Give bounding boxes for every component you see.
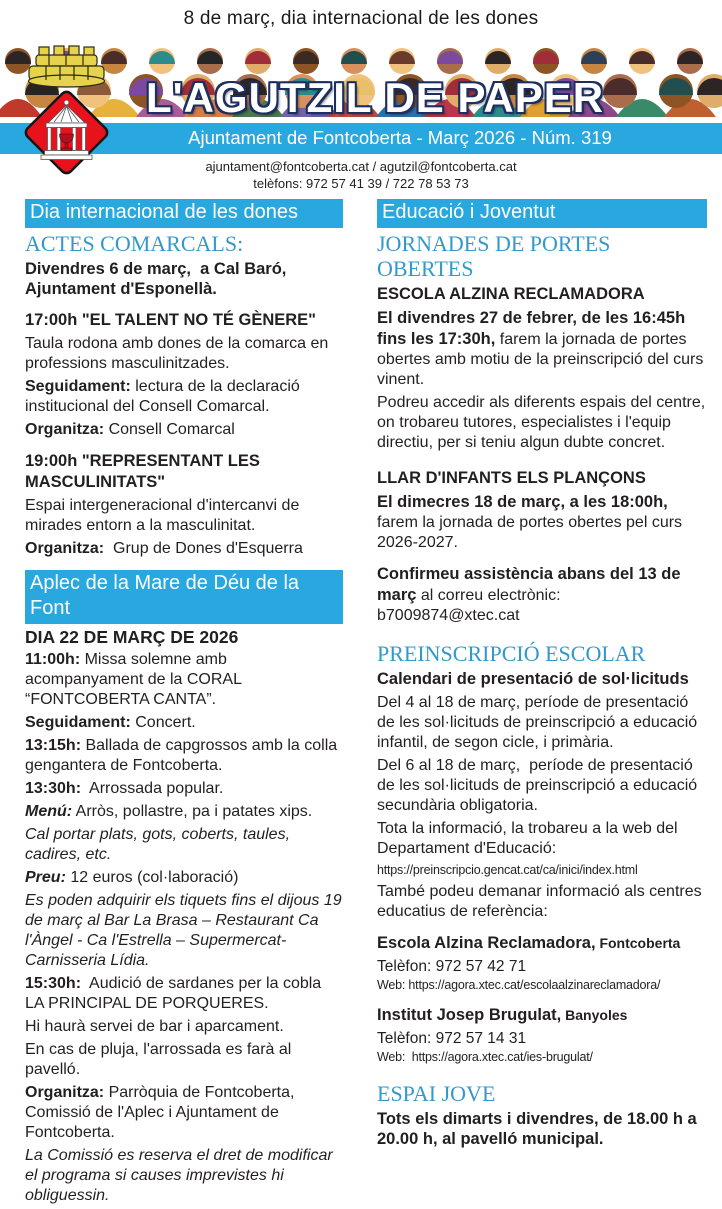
aplec-item: Es poden adquirir els tiquets fins el dijous 19 de març al Bar La Brasa – Restaurant Ca l'Àngel - Ca l'Estrella – Supermercat-Carnisseria Lídia. <box>25 892 347 969</box>
escola-contact-name: Escola Alzina Reclamadora, Fontcoberta <box>377 934 681 952</box>
event1-seguidament: Seguidament: lectura de la declaració institucional del Consell Comarcal. <box>25 378 305 415</box>
preinscripcio-p3: Tota la informació, la trobareu a la web del Departament d'Educació: <box>377 820 683 857</box>
portes-p2: Podreu accedir als diferents espais del centre, on trobareu tutores, especialistes i l'equip directiu, per si teniu algun dubte concret. <box>377 394 710 451</box>
section-bar-educacio: Educació i Joventut <box>377 199 707 228</box>
aplec-item: 13:15h: Ballada de capgrossos amb la colla gengantera de Fontcoberta. <box>25 737 342 774</box>
portes-p4: Confirmeu assistència abans del 13 de març al correu electrònic: b7009874@xtec.cat <box>377 565 686 624</box>
fontcoberta-crest-logo <box>16 44 118 183</box>
institut-contact-name: Institut Josep Brugulat, Banyoles <box>377 1006 628 1024</box>
aplec-item: En cas de pluja, l'arrossada es farà al pavelló. <box>25 1041 296 1078</box>
crest-diamond <box>23 89 109 175</box>
aplec-item: Organitza: Parròquia de Fontcoberta, Comissió de l'Aplec i Ajuntament de Fontcoberta. <box>25 1084 304 1141</box>
right-column <box>377 199 710 1209</box>
event1-organitza: Organitza: Consell Comarcal <box>25 421 235 438</box>
preinscripcio-p4: També podeu demanar informació als centres educatius de referència: <box>377 883 707 920</box>
institut-contact-web: Web: https://agora.xtec.cat/ies-brugulat/ <box>377 1050 593 1064</box>
event1-title: 17:00h "EL TALENT NO TÉ GÈNERE" <box>25 311 316 329</box>
heading-espai-jove: ESPAI JOVE <box>377 1081 496 1106</box>
actes-intro: Divendres 6 de març, a Cal Baró, Ajuntament d'Esponellà. <box>25 260 291 298</box>
institut-contact-tel: Telèfon: 972 57 14 31 <box>377 1030 527 1047</box>
aplec-item: Preu: 12 euros (col·laboració) <box>25 869 239 886</box>
event2-organitza: Organitza: Grup de Dones d'Esquerra <box>25 540 303 557</box>
mural-crown-icon <box>29 46 105 87</box>
preinscripcio-p2: Del 6 al 18 de març, període de presentació de les sol·licituds de preinscripció a educació secundària obligatoria. <box>377 757 702 814</box>
escola-contact-web: Web: https://agora.xtec.cat/escolaalzinareclamadora/ <box>377 978 661 992</box>
escola-alzina-title: ESCOLA ALZINA RECLAMADORA <box>377 285 645 303</box>
preinscripcio-p1: Del 4 al 18 de març, període de presentació de les sol·licituds de preinscripció a educació infantil, de segon cicle, i primària. <box>377 694 702 751</box>
aplec-item: 13:30h: Arrossada popular. <box>25 780 224 797</box>
contact-phones: telèfons: 972 57 41 39 / 722 78 53 73 <box>253 175 469 191</box>
section-bar-aplec: Aplec de la Mare de Déu de la Font <box>25 570 343 624</box>
newsletter-title: L'AGUTZIL DE PAPER <box>145 74 605 121</box>
portes-p1: El divendres 27 de febrer, de les 16:45h fins les 17:30h, farem la jornada de portes obertes amb motiu de la preinscripció del curs vinent. <box>377 309 708 388</box>
heading-preinscripcio: PREINSCRIPCIÓ ESCOLAR <box>377 641 646 666</box>
aplec-item: Seguidament: Concert. <box>25 714 196 731</box>
escola-contact-tel: Telèfon: 972 57 42 71 <box>377 958 527 975</box>
preinscripcio-url: https://preinscripcio.gencat.cat/ca/inici/index.html <box>377 863 638 877</box>
event1-desc: Taula rodona amb dones de la comarca en professions masculinitzades. <box>25 335 333 372</box>
subtitle-text: Ajuntament de Fontcoberta - Març 2026 - Núm. 319 <box>188 127 612 148</box>
espai-jove-text: Tots els dimarts i divendres, de 18.00 h a 20.00 h, al pavelló municipal. <box>377 1110 702 1148</box>
heading-actes-comarcals: ACTES COMARCALS: <box>25 231 244 256</box>
aplec-item: Menú: Arròs, pollastre, pa i patates xips. <box>25 803 313 820</box>
portes-p3: El dimecres 18 de març, a les 18:00h, farem la jornada de portes obertes pel curs 2026-2027. <box>377 493 687 551</box>
contact-emails: ajuntament@fontcoberta.cat / agutzil@fontcoberta.cat <box>205 159 517 174</box>
aplec-item: Cal portar plats, gots, coberts, taules, cadires, etc. <box>25 826 295 863</box>
section-bar-dia-internacional: Dia internacional de les dones <box>25 199 343 228</box>
content-columns <box>25 199 710 1209</box>
llar-infants-title: LLAR D'INFANTS ELS PLANÇONS <box>377 469 646 487</box>
event2-desc: Espai intergeneracional d'intercanvi de mirades entorn a la masculinitat. <box>25 497 304 534</box>
left-column <box>25 199 347 1209</box>
aplec-item: Hi haurà servei de bar i aparcament. <box>25 1018 284 1035</box>
page-title: 8 de març, dia internacional de les dones <box>183 8 539 29</box>
event2-title: 19:00h "REPRESENTANT LES MASCULINITATS" <box>25 452 265 491</box>
aplec-item: 15:30h: Audició de sardanes per la cobla LA PRINCIPAL DE PORQUERES. <box>25 975 326 1012</box>
aplec-item: La Comissió es reserva el dret de modificar el programa si causes imprevistes hi obliguessin. <box>25 1147 338 1204</box>
aplec-item: 11:00h: Missa solemne amb acompanyament de la CORAL “FONTCOBERTA CANTA”. <box>25 651 246 708</box>
calendari-title: Calendari de presentació de sol·licituds <box>377 670 689 688</box>
heading-jornades: JORNADES DE PORTES OBERTES <box>377 231 611 281</box>
aplec-date-heading: DIA 22 DE MARÇ DE 2026 <box>25 627 239 647</box>
